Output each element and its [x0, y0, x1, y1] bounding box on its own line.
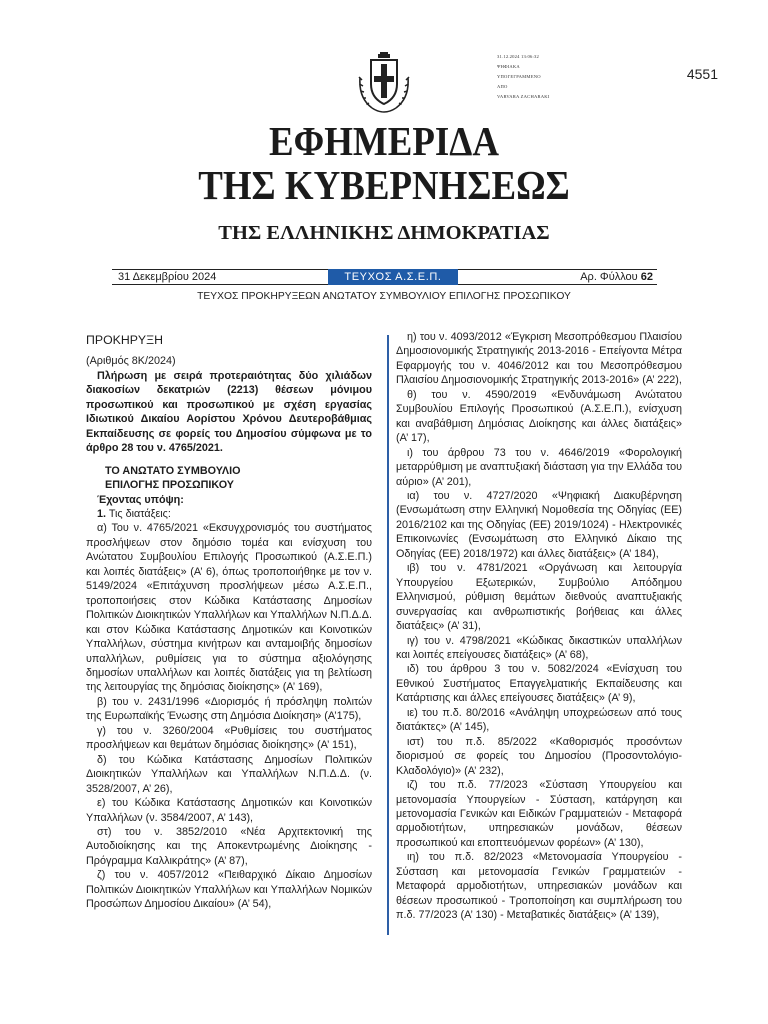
signature-line: ΑΠΟ — [497, 84, 508, 89]
issue-number-value: 62 — [640, 271, 653, 283]
clause: ια) του ν. 4727/2020 «Ψηφιακή Διακυβέρνηση (Ενσωμάτωση στην Ελληνική Νομοθεσία της Οδηγίας (ΕΕ) 2016/2102 και της Οδηγίας (ΕΕ) 2019/1024) - Ηλεκτρονικές Επικοινωνίες (Ενσωμάτωση στο Ελληνικό Δίκαιο της Οδηγίας (ΕΕ) 2018/1972) και άλλες διατάξεις» (Α’ 184), — [396, 489, 682, 560]
clause: α) Του ν. 4765/2021 «Εκσυγχρονισμός του συστήματος προσλήψεων στον δημόσιο τομέα και ενίσχυση του Ανώτατου Συμβουλίου Επιλογής Προσωπικού (Α.Σ.Ε.Π.) και λοιπές διατάξεις» (Α’ 6), όπως τροποποιήθηκε με τον ν. 5149/2024 «Επιτάχυνση προσλήψεων μέσω Α.Σ.Ε.Π., τροποποιήσεις στον Κώδικα Κατάστασης Δημοσίων Πολιτικών Διοικητικών Υπαλλήλων και Υπαλλήλων Ν.Π.Δ.Δ. και στον Κώδικα Κατάστασης Δημοτικών και Κοινοτικών Υπαλλήλων, σύστημα κινήτρων και ανταμοιβής δημοσίων υπαλλήλων, ρυθμίσεις για το σύστημα αξιολόγησης δημοσίων υπαλλήλων και λοιπές διατάξεις για τη βελτίωση της λειτουργίας της δημόσιας διοίκησης» (Α’ 169), — [86, 522, 372, 694]
signature-line: ΥΠΟΓΕΓΡΑΜΜΕΝΟ — [497, 74, 541, 79]
authority-line1: ΤΟ ΑΝΩΤΑΤΟ ΣΥΜΒΟΥΛΙΟ — [105, 464, 241, 477]
clause: η) του ν. 4093/2012 «Έγκριση Μεσοπρόθεσμου Πλαισίου Δημοσιονομικής Στρατηγικής 2013-2016 - Επείγοντα Μέτρα Εφαρμογής του ν. 4046/2012 και του Μεσοπρόθεσμου Πλαισίου Δημοσιονομικής Στρατηγικής 2013-2016» (Α’ 222), — [396, 331, 682, 387]
authority-line2: ΕΠΙΛΟΓΗΣ ΠΡΟΣΩΠΙΚΟΥ — [105, 479, 235, 492]
clause: β) του ν. 2431/1996 «Διορισμός ή πρόσληψη πολιτών της Ευρωπαϊκής Ένωσης στη Δημόσια Διοίκηση» (Α’175), — [86, 695, 372, 723]
issue-date: 31 Δεκεμβρίου 2024 — [118, 271, 217, 283]
clause: στ) του ν. 3852/2010 «Νέα Αρχιτεκτονική της Αυτοδιοίκησης και της Αποκεντρωμένης Διοίκησης - Πρόγραμμα Καλλικράτης» (Α’ 87), — [86, 825, 372, 867]
document-summary: Πλήρωση με σειρά προτεραιότητας δύο χιλιάδων διακοσίων δεκατριών (2213) θέσεων μόνιμου προσωπικού και προσωπικού με σχέση εργασίας Ιδιωτικού Δικαίου Αορίστου Χρόνου Δευτεροβάθμιας Εκπαίδευσης σε φορείς του Δημοσίου σύμφωνα με το άρθρο 28 του ν. 4765/2021. — [86, 369, 372, 455]
issue-label: Αρ. Φύλλου — [580, 271, 641, 283]
digital-signature-stamp — [497, 52, 550, 102]
clause: ιστ) του π.δ. 85/2022 «Καθορισμός προσόντων διορισμού σε φορείς του Δημοσίου (Προσοντολόγιο-Κλαδολόγιο)» (Α’ 232), — [396, 735, 682, 777]
document-heading: ΠΡΟΚΗΡΥΞΗ — [86, 333, 164, 347]
clause: δ) του Κώδικα Κατάστασης Δημοσίων Πολιτικών Διοικητικών Υπαλλήλων και Υπαλλήλων Ν.Π.Δ.Δ. (ν. 3528/2007, Α’ 26), — [86, 753, 372, 795]
item-heading — [86, 507, 372, 521]
clause: γ) του ν. 3260/2004 «Ρυθμίσεις του συστήματος προσλήψεων και θεμάτων δημόσιας διοίκησης» (Α’ 151), — [86, 724, 372, 752]
document-number: (Αριθμός 8Κ/2024) — [86, 355, 176, 368]
left-column — [86, 330, 372, 912]
series-subtitle: ΤΕΥΧΟΣ ΠΡΟΚΗΡΥΞΕΩΝ ΑΝΩΤΑΤΟΥ ΣΥΜΒΟΥΛΙΟΥ ΕΠΙΛΟΓΗΣ ΠΡΟΣΩΠΙΚΟΥ — [197, 291, 571, 302]
signature-signer: VARVARA ZACHARAKI — [497, 94, 550, 99]
clause: ιδ) του άρθρου 3 του ν. 5082/2024 «Ενίσχυση του Εθνικού Συστήματος Επαγγελματικής Εκπαίδευσης και Κατάρτισης και άλλες επείγουσες διατάξεις» (Α’ 9), — [396, 663, 682, 705]
gazette-title-line2: ΤΗΣ ΚΥΒΕΡΝΗΣΕΩΣ — [198, 162, 570, 208]
series-band: ΤΕΥΧΟΣ Α.Σ.Ε.Π. — [328, 269, 458, 285]
column-divider — [387, 335, 389, 935]
clause: ιζ) του π.δ. 77/2023 «Σύσταση Υπουργείου και μετονομασία Υπουργείων - Σύσταση, κατάργηση και μετονομασία Γενικών και Ειδικών Γραμματειών - Μεταφορά αρμοδιοτήτων, υπηρεσιακών μονάδων, θέσεων προσωπικού και εποπτευόμενων φορέων» (Α’ 130), — [396, 779, 682, 849]
item-label: Τις διατάξεις: — [106, 507, 171, 520]
clause: ιη) του π.δ. 82/2023 «Μετονομασία Υπουργείου - Σύσταση και μετονομασία Γενικών Γραμματειών - Μεταφορά αρμοδιοτήτων, υπηρεσιακών μονάδων και θέσεων προσωπικού - Τροποποίηση και συμπλήρωση του π.δ. 77/2023 (Α’ 130) - Μεταβατικές διατάξεις» (Α’ 139), — [396, 851, 682, 922]
coat-of-arms-emblem — [356, 50, 412, 116]
clause: ιγ) του ν. 4798/2021 «Κώδικας δικαστικών υπαλλήλων και λοιπές επείγουσες διατάξεις» (Α’ 68), — [396, 634, 682, 661]
clause: ζ) του ν. 4057/2012 «Πειθαρχικό Δίκαιο Δημοσίων Πολιτικών Διοικητικών Υπαλλήλων και Υπαλλήλων Νομικών Προσώπων Δημοσίου Δικαίου» (Α’ 54), — [86, 869, 372, 911]
gazette-title-line1: ΕΦΗΜΕΡΙΔΑ — [268, 118, 500, 164]
clause: ε) του Κώδικα Κατάστασης Δημοτικών και Κοινοτικών Υπαλλήλων (ν. 3584/2007, Α’ 143), — [86, 797, 372, 824]
clause: ιε) του π.δ. 80/2016 «Ανάληψη υποχρεώσεων από τους διατάκτες» (Α’ 145), — [396, 706, 682, 734]
clause: ιβ) του ν. 4781/2021 «Οργάνωση και λειτουργία Υπουργείου Εξωτερικών, Συμβούλιο Απόδημου Ελληνισμού, ρύθμιση θεμάτων διεθνούς αναπτυξιακής συνεργασίας και ανθρωπιστικής βοήθειας και άλλες διατάξεις» (Α’ 31), — [396, 562, 682, 633]
issue-info-bar — [112, 269, 657, 285]
item-number: 1. — [97, 507, 107, 520]
signature-timestamp: 31.12.2024 13:06:32 — [497, 54, 539, 59]
considering-label: Έχοντας υπόψη: — [97, 493, 184, 506]
issue-number — [580, 270, 653, 284]
clause: ι) του άρθρου 73 του ν. 4646/2019 «Φορολογική μεταρρύθμιση με αναπτυξιακή διάσταση για την Ελλάδα του αύριο» (Α’ 201), — [396, 446, 682, 488]
signature-line: ΨΗΦΙΑΚΑ — [497, 64, 520, 69]
gazette-title-line3: ΤΗΣ ΕΛΛΗΝΙΚΗΣ ΔΗΜΟΚΡΑΤΙΑΣ — [218, 222, 550, 244]
page-number: 4551 — [686, 66, 718, 82]
right-column — [396, 330, 682, 923]
clause: θ) του ν. 4590/2019 «Ενδυνάμωση Ανώτατου Συμβουλίου Επιλογής Προσωπικού (Α.Σ.Ε.Π.), ενίσχυση και αναβάθμιση Δημόσιας Διοίκησης και άλλες διατάξεις» (Α’ 17), — [396, 388, 682, 445]
